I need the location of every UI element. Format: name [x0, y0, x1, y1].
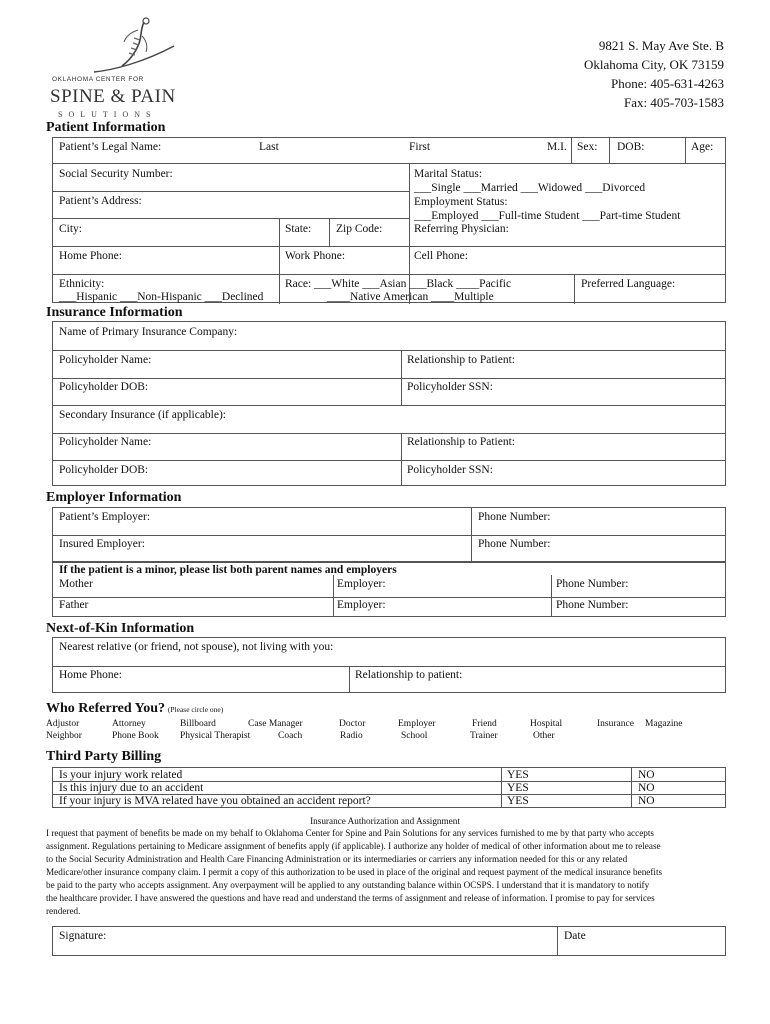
referral-option-other[interactable]: Other [533, 731, 555, 741]
mother-phone-field[interactable]: Phone Number: [556, 578, 629, 590]
authorization-paragraph [46, 827, 736, 918]
insurance-info-heading: Insurance Information [46, 305, 183, 320]
referral-option-radio[interactable]: Radio [340, 731, 363, 741]
authorization-line: be paid to the party who accepts assignment. Any overpayment will be applied to any outstanding balance within OCSPS. I understand that it is mandatory to notify [46, 880, 650, 890]
logo-sub-text: SOLUTIONS [58, 110, 157, 119]
signature-box [52, 926, 726, 956]
address-line-2: Oklahoma City, OK 73159 [584, 57, 724, 72]
referral-option-insurance[interactable]: Insurance [597, 719, 634, 729]
billing-question-mva-report: If your injury is MVA related have you obtained an accident report? [59, 795, 371, 807]
primary-policyholder-name-field[interactable]: Policyholder Name: [59, 354, 152, 366]
primary-insurance-field[interactable]: Name of Primary Insurance Company: [59, 326, 238, 338]
employer-info-box [52, 507, 726, 562]
home-phone-field[interactable]: Home Phone: [59, 250, 122, 262]
referral-option-school[interactable]: School [401, 731, 428, 741]
billing-yes-1[interactable]: YES [507, 769, 529, 781]
billing-no-2[interactable]: NO [638, 782, 655, 794]
secondary-policyholder-dob-field[interactable]: Policyholder DOB: [59, 464, 149, 476]
insured-employer-phone-field[interactable]: Phone Number: [478, 538, 551, 550]
billing-yes-3[interactable]: YES [507, 795, 529, 807]
logo-org-text: OKLAHOMA CENTER FOR [52, 76, 144, 83]
billing-no-1[interactable]: NO [638, 769, 655, 781]
address-field[interactable]: Patient’s Address: [59, 195, 142, 207]
last-name-label[interactable]: Last [259, 141, 279, 153]
mother-field[interactable]: Mother [59, 578, 93, 590]
insurance-info-box [52, 321, 726, 486]
marital-status-label: Marital Status: [414, 168, 483, 180]
father-phone-field[interactable]: Phone Number: [556, 599, 629, 611]
preferred-language-field[interactable]: Preferred Language: [581, 278, 676, 290]
patient-employer-field[interactable]: Patient’s Employer: [59, 511, 151, 523]
authorization-line: I request that payment of benefits be made on my behalf to Oklahoma Center for Spine and Pain Solutions for any services furnished to me by that party who accepts [46, 828, 654, 838]
referral-option-hospital[interactable]: Hospital [530, 719, 563, 729]
patient-info-box [52, 137, 726, 303]
referral-option-case-manager[interactable]: Case Manager [248, 719, 303, 729]
referral-option-phone-book[interactable]: Phone Book [112, 731, 159, 741]
minor-parents-box [52, 562, 726, 617]
address-line-1: 9821 S. May Ave Ste. B [598, 38, 724, 53]
legal-name-label[interactable]: Patient’s Legal Name: [59, 141, 162, 153]
authorization-line: assignment. Regulations pertaining to Medicare assignment of benefits apply (if applicable). I authorize any holder of medical of other information about me to release [46, 841, 661, 851]
age-field[interactable]: Age: [691, 141, 714, 153]
signature-field[interactable]: Signature: [59, 930, 107, 942]
primary-relationship-field[interactable]: Relationship to Patient: [407, 354, 515, 366]
cell-phone-field[interactable]: Cell Phone: [414, 250, 468, 262]
billing-no-3[interactable]: NO [638, 795, 655, 807]
clinic-logo [44, 16, 184, 119]
patient-info-heading: Patient Information [46, 120, 166, 135]
secondary-policyholder-name-field[interactable]: Policyholder Name: [59, 436, 152, 448]
authorization-line: the healthcare provider. I have answered the questions and have read and understand the terms of assignment and release of information. I promise to pay for services [46, 893, 655, 903]
spine-figure-icon [74, 16, 184, 82]
referral-option-billboard[interactable]: Billboard [180, 719, 216, 729]
race-options-line-2[interactable]: ____Native American ____Multiple [327, 291, 494, 303]
referral-option-trainer[interactable]: Trainer [470, 731, 498, 741]
dob-field[interactable]: DOB: [617, 141, 645, 153]
clinic-address [584, 36, 724, 112]
ethnicity-label: Ethnicity: [59, 278, 105, 290]
referral-heading: Who Referred You? [46, 701, 165, 716]
city-field[interactable]: City: [59, 223, 83, 235]
referral-note: (Please circle one) [167, 705, 224, 714]
sex-field[interactable]: Sex: [577, 141, 598, 153]
employer-info-heading: Employer Information [46, 490, 182, 505]
father-employer-field[interactable]: Employer: [337, 599, 386, 611]
secondary-insurance-field[interactable]: Secondary Insurance (if applicable): [59, 409, 226, 421]
referral-option-magazine[interactable]: Magazine [645, 719, 683, 729]
referral-option-adjustor[interactable]: Adjustor [46, 719, 80, 729]
referral-option-neighbor[interactable]: Neighbor [46, 731, 82, 741]
kin-info-box [52, 637, 726, 693]
billing-yes-2[interactable]: YES [507, 782, 529, 794]
race-options-line-1[interactable]: Race: ___White ___Asian ___Black ____Pacific [285, 278, 512, 290]
kin-relationship-field[interactable]: Relationship to patient: [355, 669, 463, 681]
secondary-relationship-field[interactable]: Relationship to Patient: [407, 436, 515, 448]
work-phone-field[interactable]: Work Phone: [285, 250, 346, 262]
nearest-relative-field[interactable]: Nearest relative (or friend, not spouse), not living with you: [59, 641, 334, 653]
state-field[interactable]: State: [285, 223, 312, 235]
referral-option-friend[interactable]: Friend [472, 719, 497, 729]
billing-heading: Third Party Billing [46, 749, 162, 764]
employment-status-options[interactable]: ___Employed ___Full-time Student ___Part-time Student [414, 210, 681, 222]
authorization-line: to the Social Security Administration and Health Care Financing Administration or its intermediaries or carriers any information needed for this or any related [46, 854, 628, 864]
address-fax: Fax: 405-703-1583 [623, 95, 724, 110]
primary-policyholder-dob-field[interactable]: Policyholder DOB: [59, 381, 149, 393]
referral-option-physical-therapist[interactable]: Physical Therapist [180, 731, 251, 741]
billing-table [52, 767, 726, 808]
insured-employer-field[interactable]: Insured Employer: [59, 538, 145, 550]
kin-home-phone-field[interactable]: Home Phone: [59, 669, 122, 681]
marital-status-options[interactable]: ___Single ___Married ___Widowed ___Divorced [414, 182, 646, 194]
zip-field[interactable]: Zip Code: [336, 223, 383, 235]
authorization-line: Medicare/other insurance company claim. I permit a copy of this authorization to be used in place of the original and request payment of the medical insurance benefits [46, 867, 663, 877]
authorization-title: Insurance Authorization and Assignment [310, 816, 460, 826]
referral-option-doctor[interactable]: Doctor [339, 719, 366, 729]
primary-policyholder-ssn-field[interactable]: Policyholder SSN: [407, 381, 493, 393]
referral-option-coach[interactable]: Coach [278, 731, 303, 741]
address-phone: Phone: 405-631-4263 [610, 76, 724, 91]
father-field[interactable]: Father [59, 599, 89, 611]
ssn-field[interactable]: Social Security Number: [59, 168, 173, 180]
signature-date-field[interactable]: Date [564, 930, 586, 942]
logo-brand-text: SPINE & PAIN [50, 86, 176, 107]
minor-note: If the patient is a minor, please list both parent names and employers [59, 564, 397, 576]
mother-employer-field[interactable]: Employer: [337, 578, 386, 590]
middle-initial-label[interactable]: M.I. [547, 141, 567, 153]
authorization-line: rendered. [46, 906, 81, 916]
referral-option-employer[interactable]: Employer [398, 719, 436, 729]
secondary-policyholder-ssn-field[interactable]: Policyholder SSN: [407, 464, 493, 476]
billing-question-accident: Is this injury due to an accident [59, 782, 204, 794]
referral-option-attorney[interactable]: Attorney [112, 719, 146, 729]
first-name-label[interactable]: First [409, 141, 431, 153]
employment-status-label: Employment Status: [414, 196, 508, 208]
billing-question-work-related: Is your injury work related [59, 769, 183, 781]
referring-physician-field[interactable]: Referring Physician: [414, 223, 509, 235]
ethnicity-options[interactable]: ___Hispanic ___Non-Hispanic ___Declined [59, 291, 264, 303]
referral-heading-row [46, 701, 223, 717]
kin-info-heading: Next-of-Kin Information [46, 621, 195, 636]
patient-employer-phone-field[interactable]: Phone Number: [478, 511, 551, 523]
